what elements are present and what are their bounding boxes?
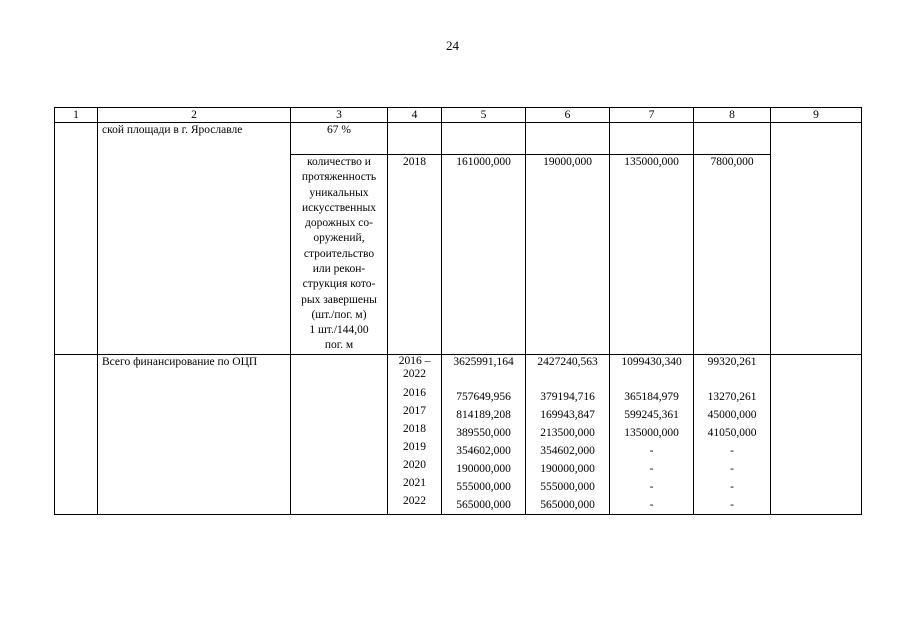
text-line: искусственных xyxy=(302,201,376,214)
table-row xyxy=(55,123,862,155)
text-line: количество и xyxy=(307,156,371,168)
year: 2020 xyxy=(403,459,426,472)
amount: - xyxy=(649,444,654,457)
amount: 45000,000 xyxy=(707,408,757,421)
amount: 555000,000 xyxy=(540,480,595,493)
text-line: пог. м xyxy=(324,339,354,352)
year-range-start: 2016 – xyxy=(398,354,431,367)
text-line: (шт./пог. м) xyxy=(311,308,367,321)
cell-number xyxy=(55,123,98,355)
column-number: 4 xyxy=(388,108,442,123)
cell-years xyxy=(388,354,442,514)
cell-empty xyxy=(694,123,771,155)
total-amount: 3625991,164 xyxy=(453,355,514,368)
amount: 814189,208 xyxy=(456,408,511,421)
text-line: рых завершены xyxy=(301,293,377,306)
cell-year: 2018 xyxy=(388,155,442,355)
amount: 135000,000 xyxy=(624,426,679,439)
amount: - xyxy=(730,444,734,457)
cell-empty xyxy=(291,354,388,514)
year-range-end: 2022 xyxy=(403,367,426,380)
amount: 555000,000 xyxy=(456,480,511,493)
year: 2018 xyxy=(403,423,426,436)
text-line: протяженность xyxy=(301,171,377,184)
page-number: 24 xyxy=(446,38,459,53)
amount: 565000,000 xyxy=(456,498,511,511)
cell-empty xyxy=(526,123,610,155)
cell-project-name: ской площади в г. Ярославле xyxy=(98,123,291,355)
cell-empty xyxy=(442,123,526,155)
amount: 565000,000 xyxy=(540,498,595,511)
text-line: оружений, xyxy=(313,232,365,245)
cell-col9 xyxy=(771,123,862,355)
year: 2016 xyxy=(403,387,426,400)
column-number: 5 xyxy=(442,108,526,123)
cell-amount: 7800,000 xyxy=(694,155,771,355)
amount: - xyxy=(649,462,654,475)
cell-empty xyxy=(610,123,694,155)
amount: 354602,000 xyxy=(540,444,595,457)
amount: 389550,000 xyxy=(456,426,511,439)
column-number: 6 xyxy=(526,108,610,123)
amount: 365184,979 xyxy=(624,390,679,403)
cell-total-label: Всего финансирование по ОЦП xyxy=(98,354,291,514)
column-number: 7 xyxy=(610,108,694,123)
column-number: 9 xyxy=(771,108,862,123)
amount: 379194,716 xyxy=(540,390,595,403)
amount: 213500,000 xyxy=(540,426,595,439)
total-amount: 1099430,340 xyxy=(621,355,682,368)
total-amount: 2427240,563 xyxy=(537,355,598,368)
text-line: дорожных со- xyxy=(305,217,373,230)
amount: 169943,847 xyxy=(540,408,595,421)
year: 2022 xyxy=(403,495,426,508)
financing-table xyxy=(54,107,862,515)
amount: 354602,000 xyxy=(456,444,511,457)
cell-indicator-description xyxy=(291,155,388,355)
cell-amount: 161000,000 xyxy=(442,155,526,355)
text-line: строительство xyxy=(303,247,375,260)
cell-amounts-col6 xyxy=(526,354,610,514)
amount: 757649,956 xyxy=(456,390,511,403)
year-range xyxy=(392,355,437,381)
year: 2019 xyxy=(403,441,426,454)
cell-amounts-col5 xyxy=(442,354,526,514)
cell-amounts-col7 xyxy=(610,354,694,514)
table-row-total xyxy=(55,354,862,514)
amount: - xyxy=(649,480,654,493)
amount: - xyxy=(730,462,734,475)
amount: - xyxy=(730,498,734,511)
cell-number xyxy=(55,354,98,514)
year: 2021 xyxy=(403,477,426,490)
cell-amounts-col8 xyxy=(694,354,771,514)
text-line: струкция кото- xyxy=(302,278,376,291)
column-number: 8 xyxy=(694,108,771,123)
total-amount: 99320,261 xyxy=(707,355,757,368)
amount: 13270,261 xyxy=(707,390,757,403)
amount: 190000,000 xyxy=(456,462,511,475)
cell-amount: 135000,000 xyxy=(610,155,694,355)
text-line: 1 шт./144,00 xyxy=(309,324,369,337)
cell-amount: 19000,000 xyxy=(526,155,610,355)
amount: - xyxy=(649,498,654,511)
amount: 41050,000 xyxy=(707,426,757,439)
column-number-row xyxy=(55,108,862,123)
amount: - xyxy=(730,480,734,493)
column-number: 3 xyxy=(291,108,388,123)
text-line: уникальных xyxy=(309,186,369,199)
text-line: или рекон- xyxy=(312,262,366,275)
amount: 599245,361 xyxy=(624,408,679,421)
amount: 190000,000 xyxy=(540,462,595,475)
column-number: 1 xyxy=(55,108,98,123)
cell-col9 xyxy=(771,354,862,514)
year: 2017 xyxy=(403,405,426,418)
cell-indicator-value: 67 % xyxy=(291,123,388,155)
cell-empty xyxy=(388,123,442,155)
column-number: 2 xyxy=(98,108,291,123)
